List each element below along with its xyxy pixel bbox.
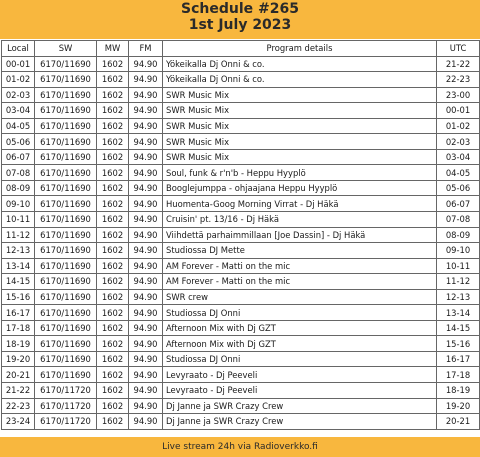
table-header-row [2, 41, 480, 57]
sw-frequency-cell: 6170/11690 [35, 336, 97, 352]
mw-frequency-cell: 1602 [97, 87, 129, 103]
utc-time-cell: 20-21 [437, 414, 480, 430]
program-cell: SWR crew [163, 289, 437, 305]
utc-time-cell: 01-02 [437, 118, 480, 134]
mw-frequency-cell: 1602 [97, 243, 129, 259]
sw-frequency-cell: 6170/11690 [35, 243, 97, 259]
sw-frequency-cell: 6170/11720 [35, 414, 97, 430]
fm-frequency-cell: 94.90 [129, 351, 163, 367]
utc-time-cell: 03-04 [437, 149, 480, 165]
utc-time-cell: 11-12 [437, 274, 480, 290]
mw-frequency-cell: 1602 [97, 367, 129, 383]
local-time-cell: 20-21 [2, 367, 35, 383]
fm-frequency-cell: 94.90 [129, 243, 163, 259]
fm-frequency-cell: 94.90 [129, 274, 163, 290]
fm-frequency-cell: 94.90 [129, 383, 163, 399]
table-row [2, 351, 480, 367]
table-row [2, 227, 480, 243]
mw-frequency-cell: 1602 [97, 274, 129, 290]
mw-frequency-cell: 1602 [97, 212, 129, 228]
mw-frequency-cell: 1602 [97, 165, 129, 181]
sw-frequency-cell: 6170/11690 [35, 227, 97, 243]
utc-time-cell: 16-17 [437, 351, 480, 367]
local-time-cell: 23-24 [2, 414, 35, 430]
sw-frequency-cell: 6170/11690 [35, 180, 97, 196]
table-row [2, 258, 480, 274]
sw-frequency-cell: 6170/11690 [35, 305, 97, 321]
sw-frequency-cell: 6170/11690 [35, 212, 97, 228]
table-row [2, 118, 480, 134]
mw-frequency-cell: 1602 [97, 414, 129, 430]
schedule-panel [0, 39, 480, 437]
utc-time-cell: 09-10 [437, 243, 480, 259]
local-time-cell: 13-14 [2, 258, 35, 274]
sw-frequency-cell: 6170/11690 [35, 274, 97, 290]
sw-frequency-cell: 6170/11690 [35, 118, 97, 134]
table-row [2, 196, 480, 212]
fm-frequency-cell: 94.90 [129, 320, 163, 336]
sw-frequency-cell: 6170/11720 [35, 398, 97, 414]
program-cell: AM Forever - Matti on the mic [163, 274, 437, 290]
fm-frequency-cell: 94.90 [129, 72, 163, 88]
mw-frequency-cell: 1602 [97, 289, 129, 305]
program-cell: Cruisin' pt. 13/16 - Dj Häkä [163, 212, 437, 228]
sw-frequency-cell: 6170/11690 [35, 320, 97, 336]
sw-frequency-cell: 6170/11690 [35, 56, 97, 72]
mw-frequency-cell: 1602 [97, 305, 129, 321]
sw-frequency-cell: 6170/11690 [35, 149, 97, 165]
local-time-cell: 21-22 [2, 383, 35, 399]
local-time-cell: 15-16 [2, 289, 35, 305]
sw-frequency-cell: 6170/11690 [35, 87, 97, 103]
utc-time-cell: 00-01 [437, 103, 480, 119]
fm-frequency-cell: 94.90 [129, 196, 163, 212]
sw-frequency-cell: 6170/11690 [35, 367, 97, 383]
program-cell: Soul, funk & r'n'b - Heppu Hyyplö [163, 165, 437, 181]
schedule-date: 1st July 2023 [188, 17, 292, 33]
sw-frequency-cell: 6170/11690 [35, 134, 97, 150]
mw-frequency-cell: 1602 [97, 118, 129, 134]
fm-frequency-cell: 94.90 [129, 398, 163, 414]
local-time-cell: 09-10 [2, 196, 35, 212]
column-header-program: Program details [163, 41, 437, 57]
utc-time-cell: 10-11 [437, 258, 480, 274]
utc-time-cell: 21-22 [437, 56, 480, 72]
program-cell: Huomenta-Goog Morning Virrat - Dj Häkä [163, 196, 437, 212]
program-cell: SWR Music Mix [163, 134, 437, 150]
sw-frequency-cell: 6170/11690 [35, 351, 97, 367]
sw-frequency-cell: 6170/11690 [35, 72, 97, 88]
program-cell: Studiossa DJ Mette [163, 243, 437, 259]
utc-time-cell: 06-07 [437, 196, 480, 212]
mw-frequency-cell: 1602 [97, 103, 129, 119]
program-cell: Afternoon Mix with Dj GZT [163, 336, 437, 352]
fm-frequency-cell: 94.90 [129, 227, 163, 243]
fm-frequency-cell: 94.90 [129, 212, 163, 228]
mw-frequency-cell: 1602 [97, 383, 129, 399]
mw-frequency-cell: 1602 [97, 336, 129, 352]
mw-frequency-cell: 1602 [97, 196, 129, 212]
mw-frequency-cell: 1602 [97, 258, 129, 274]
table-row [2, 274, 480, 290]
utc-time-cell: 04-05 [437, 165, 480, 181]
program-cell: Yökeikalla Dj Onni & co. [163, 56, 437, 72]
table-row [2, 87, 480, 103]
local-time-cell: 14-15 [2, 274, 35, 290]
table-row [2, 289, 480, 305]
local-time-cell: 01-02 [2, 72, 35, 88]
local-time-cell: 00-01 [2, 56, 35, 72]
program-cell: Booglejumppa - ohjaajana Heppu Hyyplö [163, 180, 437, 196]
table-row [2, 383, 480, 399]
schedule-title: Schedule #265 [181, 1, 299, 17]
table-row [2, 165, 480, 181]
local-time-cell: 07-08 [2, 165, 35, 181]
table-row [2, 320, 480, 336]
schedule-table [1, 40, 480, 430]
program-cell: Levyraato - Dj Peeveli [163, 383, 437, 399]
table-row [2, 243, 480, 259]
local-time-cell: 16-17 [2, 305, 35, 321]
table-row [2, 103, 480, 119]
column-header-utc: UTC [437, 41, 480, 57]
fm-frequency-cell: 94.90 [129, 289, 163, 305]
utc-time-cell: 19-20 [437, 398, 480, 414]
local-time-cell: 18-19 [2, 336, 35, 352]
program-cell: Dj Janne ja SWR Crazy Crew [163, 398, 437, 414]
footer-note: Live stream 24h via Radioverkko.fi [162, 442, 318, 452]
mw-frequency-cell: 1602 [97, 72, 129, 88]
mw-frequency-cell: 1602 [97, 351, 129, 367]
local-time-cell: 03-04 [2, 103, 35, 119]
utc-time-cell: 14-15 [437, 320, 480, 336]
header [0, 0, 480, 40]
local-time-cell: 05-06 [2, 134, 35, 150]
program-cell: SWR Music Mix [163, 149, 437, 165]
sw-frequency-cell: 6170/11690 [35, 289, 97, 305]
program-cell: Studiossa DJ Onni [163, 305, 437, 321]
local-time-cell: 17-18 [2, 320, 35, 336]
mw-frequency-cell: 1602 [97, 398, 129, 414]
program-cell: SWR Music Mix [163, 118, 437, 134]
table-row [2, 149, 480, 165]
table-row [2, 398, 480, 414]
fm-frequency-cell: 94.90 [129, 165, 163, 181]
fm-frequency-cell: 94.90 [129, 149, 163, 165]
mw-frequency-cell: 1602 [97, 149, 129, 165]
fm-frequency-cell: 94.90 [129, 103, 163, 119]
program-cell: Yökeikalla Dj Onni & co. [163, 72, 437, 88]
local-time-cell: 19-20 [2, 351, 35, 367]
program-cell: Afternoon Mix with Dj GZT [163, 320, 437, 336]
column-header-mw: MW [97, 41, 129, 57]
local-time-cell: 08-09 [2, 180, 35, 196]
utc-time-cell: 18-19 [437, 383, 480, 399]
mw-frequency-cell: 1602 [97, 320, 129, 336]
local-time-cell: 12-13 [2, 243, 35, 259]
fm-frequency-cell: 94.90 [129, 367, 163, 383]
utc-time-cell: 05-06 [437, 180, 480, 196]
program-cell: SWR Music Mix [163, 103, 437, 119]
sw-frequency-cell: 6170/11720 [35, 383, 97, 399]
local-time-cell: 22-23 [2, 398, 35, 414]
program-cell: SWR Music Mix [163, 87, 437, 103]
local-time-cell: 10-11 [2, 212, 35, 228]
fm-frequency-cell: 94.90 [129, 118, 163, 134]
local-time-cell: 02-03 [2, 87, 35, 103]
table-row [2, 134, 480, 150]
program-cell: Dj Janne ja SWR Crazy Crew [163, 414, 437, 430]
fm-frequency-cell: 94.90 [129, 56, 163, 72]
table-row [2, 367, 480, 383]
table-row [2, 56, 480, 72]
column-header-fm: FM [129, 41, 163, 57]
fm-frequency-cell: 94.90 [129, 305, 163, 321]
table-row [2, 305, 480, 321]
mw-frequency-cell: 1602 [97, 134, 129, 150]
fm-frequency-cell: 94.90 [129, 414, 163, 430]
utc-time-cell: 08-09 [437, 227, 480, 243]
fm-frequency-cell: 94.90 [129, 134, 163, 150]
mw-frequency-cell: 1602 [97, 180, 129, 196]
table-row [2, 72, 480, 88]
program-cell: Levyraato - Dj Peeveli [163, 367, 437, 383]
utc-time-cell: 07-08 [437, 212, 480, 228]
sw-frequency-cell: 6170/11690 [35, 103, 97, 119]
utc-time-cell: 23-00 [437, 87, 480, 103]
utc-time-cell: 12-13 [437, 289, 480, 305]
utc-time-cell: 13-14 [437, 305, 480, 321]
sw-frequency-cell: 6170/11690 [35, 196, 97, 212]
local-time-cell: 04-05 [2, 118, 35, 134]
utc-time-cell: 22-23 [437, 72, 480, 88]
fm-frequency-cell: 94.90 [129, 336, 163, 352]
column-header-sw: SW [35, 41, 97, 57]
table-row [2, 414, 480, 430]
local-time-cell: 06-07 [2, 149, 35, 165]
table-row [2, 336, 480, 352]
fm-frequency-cell: 94.90 [129, 87, 163, 103]
table-body [2, 56, 480, 429]
sw-frequency-cell: 6170/11690 [35, 165, 97, 181]
column-header-local: Local [2, 41, 35, 57]
mw-frequency-cell: 1602 [97, 56, 129, 72]
program-cell: Studiossa DJ Onni [163, 351, 437, 367]
table-row [2, 212, 480, 228]
utc-time-cell: 17-18 [437, 367, 480, 383]
utc-time-cell: 02-03 [437, 134, 480, 150]
program-cell: Viihdettä parhaimmillaan [Joe Dassin] - Dj Häkä [163, 227, 437, 243]
table-row [2, 180, 480, 196]
fm-frequency-cell: 94.90 [129, 180, 163, 196]
fm-frequency-cell: 94.90 [129, 258, 163, 274]
utc-time-cell: 15-16 [437, 336, 480, 352]
local-time-cell: 11-12 [2, 227, 35, 243]
sw-frequency-cell: 6170/11690 [35, 258, 97, 274]
mw-frequency-cell: 1602 [97, 227, 129, 243]
program-cell: AM Forever - Matti on the mic [163, 258, 437, 274]
